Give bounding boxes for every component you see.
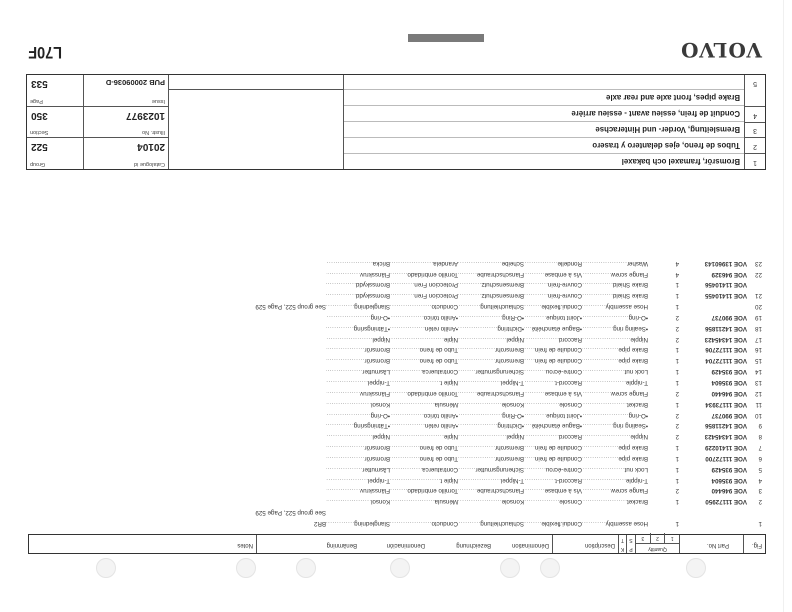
cell-ben: Bromsrör ..... (326, 455, 390, 462)
cell-dens: Tornillo embridado ..... (390, 390, 458, 397)
cell-deno: Couvre-frein ..... (524, 292, 582, 299)
table-row (26, 485, 766, 496)
cell-part-no: VOE 13960143 (704, 259, 747, 267)
cell-deno: •Joint torique ..... (524, 314, 582, 321)
cell-part-no: VOE 11172950 (705, 498, 747, 506)
cell-bez: Sicherungsmutter ..... (458, 368, 524, 375)
cell-bez: Sicherungsmutter ..... (458, 466, 524, 473)
cell-deno: Conduite de frein ..... (524, 357, 582, 364)
col-quantity: Quantity 1 2 3 (635, 535, 679, 553)
cell-dens: Tubo de freno ..... (390, 357, 458, 364)
cell-deno: Vis à embase ..... (524, 487, 582, 494)
col-fig: Fig. (743, 535, 765, 553)
cell-qty: 2 (675, 487, 679, 495)
table-row (26, 333, 766, 344)
cell-fig: 7 (758, 444, 762, 452)
cell-bez: Bremsenschutz ..... (458, 292, 524, 299)
table-row (26, 452, 766, 463)
cell-dens: Ménsula ..... (390, 498, 458, 505)
binder-hole-icon (296, 558, 316, 578)
cell-fig: 19 (755, 313, 762, 321)
cell-part-no: VOE 990737 (711, 313, 747, 321)
catalogue-info (83, 75, 168, 169)
cell-ben: Nippel ..... (326, 336, 390, 343)
title-english: Brake pipes, front axle and rear axle (344, 89, 744, 105)
cell-desc: Brake pipe ..... (582, 357, 648, 364)
cell-desc: Bracket ..... (582, 498, 648, 505)
title-german: Bremsleitung, Vorder- und Hinterachse (344, 121, 744, 137)
cell-bez: Konsole ..... (458, 401, 524, 408)
cell-fig: 1 (758, 520, 762, 527)
cell-part-no: VOE 14345423 (704, 335, 747, 343)
cell-deno: •Joint torique ..... (524, 412, 582, 419)
binder-holes (0, 558, 792, 578)
table-row (26, 311, 766, 322)
volvo-logo: VOLVO (680, 38, 762, 62)
cell-deno: Console ..... (524, 498, 582, 505)
cell-ben: •O-ring ..... (326, 412, 390, 419)
catalogue-id-cell: Catalogue id 20104 (84, 137, 168, 169)
cell-desc: Flange screw ..... (582, 487, 648, 494)
title-translations (343, 75, 744, 169)
table-row (26, 463, 766, 474)
title-swedish: Bromsrör, framaxel och bakaxel (344, 153, 744, 169)
cell-qty: 1 (675, 444, 679, 452)
cell-notes: See group 522, Page 529 (255, 303, 326, 311)
cell-ben: Slangledning ..... (326, 520, 390, 527)
cell-bez: Scheibe ..... (458, 260, 524, 267)
cell-desc: Bracket ..... (582, 401, 648, 408)
cell-ben: Flänsskruv ..... (326, 487, 390, 494)
cell-dens: Niple t ..... (390, 379, 458, 386)
cell-bez: •Dichtring ..... (458, 422, 524, 429)
cell-ben: •O-ring ..... (326, 314, 390, 321)
cell-ben: Slangledning ..... (326, 303, 390, 310)
cell-qty: 1 (675, 476, 679, 484)
cell-notes: BR2 (313, 520, 326, 527)
table-row (26, 279, 766, 290)
cell-part-no: VOE 14211856 (705, 324, 747, 332)
cell-ben: Konsol ..... (326, 498, 390, 505)
table-row (26, 441, 766, 452)
cell-qty: 2 (675, 433, 679, 441)
cell-qty: 1 (675, 379, 679, 387)
cell-desc: •Sealing ring ..... (582, 325, 648, 332)
cell-dens: •Anillo retén ..... (390, 325, 458, 332)
cell-desc: Nipple ..... (582, 433, 648, 440)
table-row (26, 398, 766, 409)
cell-bez: Bremsrohr ..... (458, 444, 524, 451)
cell-bez: Bremsenschutz ..... (458, 281, 524, 288)
cell-dens: Tornillo embridado ..... (390, 487, 458, 494)
cell-part-no: VOE 14211856 (705, 422, 747, 430)
col-bezeichnung: Bezeichnung (456, 542, 491, 548)
title-blank-area (168, 75, 343, 169)
cell-desc: Hose assembly ..... (582, 520, 648, 527)
table-row (26, 268, 766, 279)
cell-dens: Arandela ..... (390, 260, 458, 267)
cell-deno: Contre-écrou ..... (524, 466, 582, 473)
cell-fig: 10 (755, 411, 762, 419)
cell-ben: Flänsskruv ..... (326, 271, 390, 278)
cell-bez: Bremsrohr ..... (458, 357, 524, 364)
col-denominacion: Denominación (386, 542, 425, 548)
cell-part-no: VOE 935429 (711, 465, 747, 473)
cell-qty: 1 (675, 465, 679, 473)
cell-qty: 1 (675, 520, 679, 527)
cell-part-no: VOE 11410456 (705, 281, 747, 289)
col-denomination: Dénomination (511, 542, 549, 548)
cell-part-no: VOE 11172704 (705, 357, 747, 365)
cell-deno: Raccord ..... (524, 336, 582, 343)
cell-qty: 1 (675, 357, 679, 365)
cell-dens: Tubo de freno ..... (390, 347, 458, 354)
cell-desc: •O-ring ..... (582, 412, 648, 419)
cell-deno: Rondelle ..... (524, 260, 582, 267)
cell-part-no: VOE 11173934 (705, 400, 747, 408)
cell-fig: 11 (755, 400, 762, 408)
cell-ben: Bromsrör ..... (326, 444, 390, 451)
cell-part-no: VOE 946440 (711, 487, 747, 495)
cell-ben: Bromsskydd ..... (326, 281, 390, 288)
cell-fig: 4 (758, 476, 762, 484)
cell-fig: 22 (755, 270, 762, 278)
cell-qty: 1 (675, 303, 679, 311)
cell-ben: •Tätningsring ..... (326, 422, 390, 429)
cell-part-no: VOE 990737 (711, 411, 747, 419)
cell-deno: Conduite de frein ..... (524, 444, 582, 451)
table-row (26, 495, 766, 506)
cell-dens: Conducto ..... (390, 520, 458, 527)
binder-hole-icon (96, 558, 116, 578)
binder-hole-icon (236, 558, 256, 578)
cell-desc: Brake Shield ..... (582, 281, 648, 288)
page-info (27, 75, 83, 169)
cell-bez: Flanschschraube ..... (458, 390, 524, 397)
cell-fig: 3 (758, 487, 762, 495)
cell-dens: Contratuerca ..... (390, 466, 458, 473)
col-benamning: Benämning (256, 535, 360, 553)
cell-bez: •Dichtring ..... (458, 325, 524, 332)
cell-fig: 6 (758, 454, 762, 462)
cell-desc: •O-ring ..... (582, 314, 648, 321)
title-block (26, 74, 766, 170)
table-row (26, 355, 766, 366)
cell-dens: Niple ..... (390, 433, 458, 440)
parts-list (26, 257, 766, 528)
cell-part-no: VOE 11172700 (705, 454, 747, 462)
cell-desc: Brake pipe ..... (582, 444, 648, 451)
cell-qty: 2 (675, 389, 679, 397)
cell-bez: Schlauchleitung ..... (458, 303, 524, 310)
cell-desc: Brake pipe ..... (582, 455, 648, 462)
cell-desc: T-nipple ..... (582, 379, 648, 386)
cell-qty: 1 (675, 368, 679, 376)
cell-qty: 2 (675, 324, 679, 332)
cell-notes: See group 522, Page 529 (255, 509, 326, 517)
cell-ben: Konsol ..... (326, 401, 390, 408)
cell-fig: 20 (755, 303, 762, 311)
model-label: L70F (28, 43, 62, 62)
cell-dens: Ménsula ..... (390, 401, 458, 408)
cell-ben: Nippel ..... (326, 433, 390, 440)
table-row (26, 409, 766, 420)
cell-ben: •Tätningsring ..... (326, 325, 390, 332)
cell-ben: Bromsrör ..... (326, 357, 390, 364)
cell-deno: Vis à embase ..... (524, 390, 582, 397)
cell-fig: 2 (758, 498, 762, 506)
cell-deno: Couvre-frein ..... (524, 281, 582, 288)
cell-dens: Tornillo embridado ..... (390, 271, 458, 278)
cell-fig: 21 (755, 292, 762, 300)
cell-part-no: VOE 946440 (711, 389, 747, 397)
table-row (26, 365, 766, 376)
cell-dens: Conducto ..... (390, 303, 458, 310)
cell-dens: Niple ..... (390, 336, 458, 343)
cell-qty: 1 (675, 454, 679, 462)
cell-ben: Flänsskruv ..... (326, 390, 390, 397)
table-row (26, 376, 766, 387)
cell-dens: •Anillo retén ..... (390, 422, 458, 429)
cell-bez: T-Nippel ..... (458, 477, 524, 484)
cell-part-no: VOE 935604 (711, 379, 747, 387)
cell-dens: Proteccion Fren ..... (390, 281, 458, 288)
cell-desc: T-nipple ..... (582, 477, 648, 484)
table-row (26, 506, 766, 517)
cell-qty: 1 (675, 498, 679, 506)
cell-qty: 1 (675, 400, 679, 408)
cell-fig: 5 (758, 465, 762, 473)
cell-fig: 23 (755, 259, 762, 267)
cell-deno: •Bague étanchéité ..... (524, 325, 582, 332)
illustr-no-cell: Illustr. No 1023977 (84, 106, 168, 138)
table-row (26, 322, 766, 333)
cell-fig: 15 (755, 357, 762, 365)
cell-dens: •Anillo tórico ..... (390, 412, 458, 419)
issue-cell: Issue PUB 20009036-D (105, 77, 165, 104)
table-row (26, 474, 766, 485)
cell-desc: •Sealing ring ..... (582, 422, 648, 429)
cell-ben: Låsmutter ..... (326, 368, 390, 375)
cell-deno: Vis à embase ..... (524, 271, 582, 278)
cell-fig: 16 (755, 346, 762, 354)
cell-desc: Brake Shield ..... (582, 292, 648, 299)
binder-hole-icon (540, 558, 560, 578)
cell-part-no: VOE 11410229 (705, 444, 747, 452)
cell-part-no: VOE 11410455 (705, 292, 747, 300)
cell-deno: Contre-écrou ..... (524, 368, 582, 375)
table-row (26, 289, 766, 300)
cell-bez: T-Nippel ..... (458, 379, 524, 386)
cell-fig: 13 (755, 379, 762, 387)
parts-table-header (28, 534, 766, 554)
table-row (26, 420, 766, 431)
cell-deno: Raccord-t ..... (524, 477, 582, 484)
cell-qty: 4 (675, 259, 679, 267)
page-cell: Page 533 (30, 77, 48, 104)
cell-desc: Lock nut ..... (582, 466, 648, 473)
cell-fig: 18 (755, 324, 762, 332)
col-notes: Notes (237, 542, 253, 548)
cell-fig: 17 (755, 335, 762, 343)
cell-dens: Proteccion Fren ..... (390, 292, 458, 299)
cell-fig: 9 (758, 422, 762, 430)
cell-qty: 1 (675, 292, 679, 300)
binder-hole-icon (390, 558, 410, 578)
cell-deno: Raccord-t ..... (524, 379, 582, 386)
cell-desc: Washer ..... (582, 260, 648, 267)
title-spanish: Tubos de freno, ejes delantero y trasero (344, 137, 744, 153)
cell-dens: •Anillo tórico ..... (390, 314, 458, 321)
cell-ben: T-nippel ..... (326, 379, 390, 386)
cell-deno: Console ..... (524, 401, 582, 408)
title-blank (344, 75, 744, 89)
cell-bez: Flanschschraube ..... (458, 271, 524, 278)
cell-bez: Bremsrohr ..... (458, 455, 524, 462)
cell-qty: 2 (675, 411, 679, 419)
cell-qty: 2 (675, 335, 679, 343)
cell-fig: 14 (755, 368, 762, 376)
page-edge (783, 0, 784, 612)
cell-fig: 12 (755, 389, 762, 397)
title-french: Conduit de frein, essieu avant - essieu arrière (344, 105, 744, 121)
binder-hole-icon (500, 558, 520, 578)
cell-dens: Tubo de freno ..... (390, 444, 458, 451)
cell-deno: Condui.flexible ..... (524, 303, 582, 310)
cell-fig: 8 (758, 433, 762, 441)
cell-ben: Bromsrör ..... (326, 347, 390, 354)
table-row (26, 430, 766, 441)
cell-dens: Niple t ..... (390, 477, 458, 484)
cell-part-no: VOE 946329 (711, 270, 747, 278)
group-cell: Group 522 (27, 137, 83, 169)
cell-bez: Nippel ..... (458, 336, 524, 343)
table-row (26, 257, 766, 268)
cell-desc: Flange screw ..... (582, 390, 648, 397)
cell-qty: 2 (675, 422, 679, 430)
page-tab-marker (408, 34, 484, 42)
cell-qty: 2 (675, 313, 679, 321)
cell-deno: Raccord ..... (524, 433, 582, 440)
cell-bez: Flanschschraube ..... (458, 487, 524, 494)
cell-desc: Brake pipe ..... (582, 347, 648, 354)
cell-qty: 1 (675, 346, 679, 354)
cell-deno: Conduite de frein ..... (524, 347, 582, 354)
cell-bez: •O-Ring ..... (458, 314, 524, 321)
cell-part-no: VOE 935604 (711, 476, 747, 484)
table-row (26, 517, 766, 528)
col-ps: P S (626, 535, 635, 553)
binder-hole-icon (686, 558, 706, 578)
cell-dens: Contratuerca ..... (390, 368, 458, 375)
cell-qty: 1 (675, 281, 679, 289)
cell-deno: •Bague étanchéité ..... (524, 422, 582, 429)
cell-part-no: VOE 11172706 (705, 346, 747, 354)
cell-qty: 4 (675, 270, 679, 278)
cell-ben: T-nippel ..... (326, 477, 390, 484)
cell-dens: Tubo de freno ..... (390, 455, 458, 462)
cell-desc: Hose assembly ..... (582, 303, 648, 310)
cell-part-no: VOE 935429 (711, 368, 747, 376)
title-row-numbers: 1 2 3 4 5 (744, 75, 765, 169)
cell-desc: Nipple ..... (582, 336, 648, 343)
cell-deno: Conduite de frein ..... (524, 455, 582, 462)
cell-ben: Låsmutter ..... (326, 466, 390, 473)
col-kit: K T (618, 535, 626, 553)
cell-desc: Lock nut ..... (582, 368, 648, 375)
section-cell: Section 350 (27, 106, 83, 138)
cell-bez: •O-Ring ..... (458, 412, 524, 419)
cell-desc: Flange screw ..... (582, 271, 648, 278)
cell-ben: Bricka ..... (326, 260, 390, 267)
table-row (26, 300, 766, 311)
cell-bez: Bremsrohr ..... (458, 347, 524, 354)
cell-bez: Schlauchleitung ..... (458, 520, 524, 527)
cell-bez: Konsole ..... (458, 498, 524, 505)
cell-ben: Bromsskydd ..... (326, 292, 390, 299)
table-row (26, 387, 766, 398)
col-description: Description (552, 535, 618, 553)
cell-part-no: VOE 14345423 (704, 433, 747, 441)
cell-bez: Nippel ..... (458, 433, 524, 440)
table-row (26, 344, 766, 355)
cell-deno: Condui.flexible ..... (524, 520, 582, 527)
col-part-no: Part No. (679, 535, 743, 553)
